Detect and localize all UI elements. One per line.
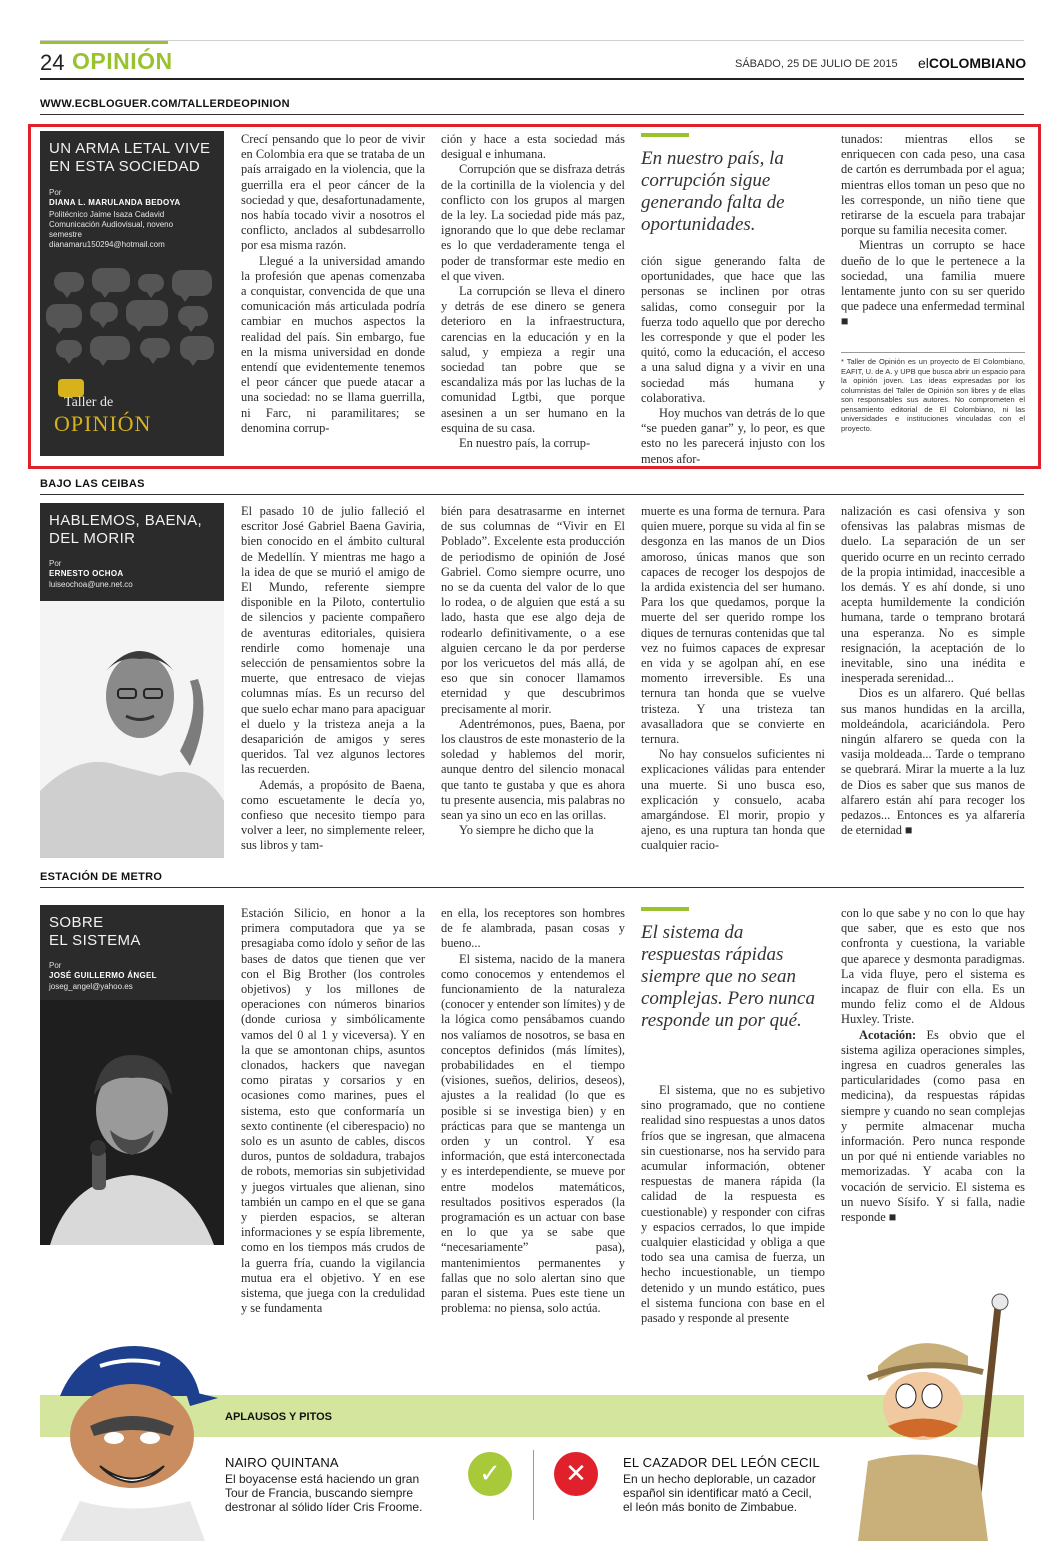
author-photo	[40, 1000, 224, 1245]
author-portrait-image	[40, 601, 224, 858]
article2-column-1	[241, 504, 425, 854]
article-headline	[49, 914, 141, 950]
paragraph: en ella, los receptores son hombres de fe alambrada, pasan cosas y bueno...	[441, 906, 625, 951]
paragraph: Mientras un corrupto se hace dueño de lo que le pertenece a la sociedad, una familia muere lentamente junto con su ser querido que padece una enfermedad terminal ■	[841, 238, 1025, 329]
author-email[interactable]: dianamaru150294@hotmail.com	[49, 240, 165, 249]
header-rule	[40, 78, 1024, 80]
aplausos-title: APLAUSOS Y PITOS	[225, 1411, 332, 1423]
aplauso-text	[225, 1472, 422, 1514]
pito-line: el león más bonito de Zimbabue.	[623, 1500, 798, 1514]
paragraph: El pasado 10 de julio falleció el escritor José Gabriel Baena Gaviria, bien conocido en el ámbito cultural de Medellín. Y mientras me hago a la idea de que se murió el amigo de El Mundo, referente siempre disponible en la Piloto, contertulio de silencios y paciente compañero de aventuras editoriales, quisiera rendirle como homenaje una selección de pensamientos sobre la muerte, que entresaco de viejas columnas mías. Es un recurso del que suelo echar mano para apaciguar el duelo y la tristeza aneja a la desaparición de amigos y seres queridos. Tal vez algunos lectores las recuerden.	[241, 504, 425, 777]
author-box	[40, 503, 224, 858]
aplauso-line: destronar al sólido líder Cris Froome.	[225, 1500, 423, 1514]
paragraph: Es obvio que el sistema agiliza operaciones simples, ingresa en cuadros generales las particularidades (como pasa en medicina), da respuestas rápidas siempre y cuando no sean complejas y permite almacenar mucha información. Pero nunca responde un por qué ni entiende variables no memorizadas. Y acaba con la vocación de servicio. El sistema es un nuevo Sísifo. Y si falla, nadie responde ■	[841, 1027, 1025, 1225]
caricature-nairo	[40, 1286, 220, 1541]
article-headline	[49, 512, 202, 548]
section-rule	[40, 887, 1024, 888]
paragraph: ción y hace a esta sociedad más desigual e inhumana.	[441, 132, 625, 162]
author-email[interactable]: luiseochoa@une.net.co	[49, 580, 133, 589]
article3-column-2	[441, 906, 625, 1316]
bajo-las-ceibas-label: BAJO LAS CEIBAS	[40, 478, 145, 490]
pito-text	[623, 1472, 816, 1514]
paragraph: Llegué a la universidad amando la profesión que apenas comenzaba a conquistar, convencida de que una comunicación más articulada podría cambiar en muchos aspectos la realidad del país. Sin embargo, fue en la misma universidad en donde entendí que evidentemente tenemos el peor cáncer que puede atacar a una sociedad: no se llama guerrilla, ni Farc, ni paramilitares; se denomina corrup-	[241, 253, 425, 435]
check-icon: ✓	[468, 1452, 512, 1496]
paragraph: En nuestro país, la corrup-	[459, 436, 591, 451]
headline-line-1: UN ARMA LETAL VIVE	[49, 140, 211, 157]
byline-por: Por	[49, 961, 62, 970]
paragraph: ción sigue generando falta de oportunidades, que hace que las personas se inclinen por otras salidas, como conseguir por la fuerza todo aquello que por derecho les corresponde y que el poder les quitó, como la educación, el acceso a una salud digna y a vivir en una sociedad más humana y colaborativa.	[641, 254, 825, 405]
author-box	[40, 905, 224, 1245]
cross-icon: ✕	[554, 1452, 598, 1496]
author-email[interactable]: joseg_angel@yahoo.es	[49, 982, 133, 991]
paragraph: Yo siempre he dicho que la	[459, 823, 594, 838]
paragraph: con lo que sabe y no con lo que hay que saber, que es esto que nos confronta y cuestiona, la variable que aparece y desmonta paradigmas. La vida fluye, pero el sistema es incapaz de fluir con ella. Es un mundo feliz como el de Aldous Huxley. Triste.	[841, 906, 1025, 1027]
pito-name: EL CAZADOR DEL LEÓN CECIL	[623, 1455, 820, 1470]
divider	[533, 1450, 534, 1520]
caricature-hunter	[848, 1286, 1028, 1541]
paragraph: Dios es un alfarero. Qué bellas sus manos hundidas en la arcilla, moldeándola, acariciándola. Pero ningún alfarero se queda con la vasija moldeada... Tarde o temprano se quebrará. Mirar la muerte a la luz de Dios es saber que sus manos de alfarero están ahí para recoger los pedazos... Entonces es ya alfarería de eternidad ■	[841, 686, 1025, 838]
paragraph: muerte es una forma de ternura. Para quien muere, porque su vida al fin se desgonza en las manos de un Dios amoroso, únicas manos que son capaces de recoger los despojos de la ardida existencia del ser humano. Para los que quedamos, porque la muerte del ser querido rompe los diques de ternuras contenidas que tal vez no fuimos capaces de expresar en vida y se agolpan ahí, en ese momento irreversible. Es una ternura tan honda que se vuelve tristeza. Y una tristeza tan avasalladora que se convierte en ternura.	[641, 504, 825, 747]
author-info-line: Comunicación Audiovisual, noveno	[49, 220, 174, 229]
author-info-line: Politécnico Jaime Isaza Cadavid	[49, 210, 165, 219]
paragraph: El sistema, que no es subjetivo sino programado, que no contiene realidad sino respuestas a unos datos fríos que se ingresan, que almacena sin cuestionarse, nos ha servido para acumular información, obtener respuestas de manera rápida (la calidad de la respuesta es cuestionable) y responder con cifras y espacios cerrados, lo que impide cualquier elasticidad y obliga a que todo sea una camisa de fuerza, un hecho incuestionable, un tiempo detenido y un mundo estático, pues el sistema funciona con base en el pasado y responde al presente	[641, 1083, 825, 1326]
headline-line-2: EL SISTEMA	[49, 932, 141, 949]
author-photo	[40, 601, 224, 858]
headline-line-2: EN ESTA SOCIEDAD	[49, 158, 201, 175]
paragraph: Crecí pensando que lo peor de vivir en Colombia era que se trataba de un país arraigado en la violencia, que la guerrilla era el peor cáncer de la sociedad y que, desafortunadamente, nos había tocado vivir a nosotros el conflicto, anclados al subdesarrollo por esa misma razón.	[241, 132, 425, 253]
brand-logo	[918, 55, 1026, 71]
article2-column-4	[841, 504, 1025, 838]
blog-url-label[interactable]: WWW.ECBLOGUER.COM/TALLERDEOPINION	[40, 98, 290, 110]
pull-quote: En nuestro país, la corrupción sigue generando falta de oportunidades.	[641, 148, 785, 235]
section-rule	[40, 114, 1024, 115]
paragraph: bién para desatrasarme en internet de sus columnas de “Vivir en El Poblado”. Excelente esta producción de periodismo de opinión de José Gabriel. Como siempre ocurre, uno no se da cuenta del valor de lo que lo rodea, o de alguien que está a su lado, hasta que ese algo deja de rodearlo definitivamente, o a ese alguien cercano le da por perderse por los vericuetos del más allá, de eso que sin conocer llamamos eternidad y que descubrimos precisamente al morir.	[441, 504, 625, 716]
brand-main: COLOMBIANO	[928, 55, 1027, 71]
page-number: 24	[40, 50, 65, 75]
paragraph: No hay consuelos suficientes ni explicaciones válidas para entender una muerte. Si uno busca eso, explicación y consuelo, acaba amargándose. El morir, propio y ajeno, es una ruptura tan honda que cualquier racio-	[641, 747, 825, 853]
paragraph: Corrupción que se disfraza detrás de la cortinilla de la violencia y del conflicto con los grupos al margen de la ley. La sociedad pide más paz, ignorando que lo que debe reclamar es lo que verdaderamente tenga el poder de transformar este medio en el que viven.	[441, 162, 625, 283]
pull-quote: El sistema da respuestas rápidas siempre que no sean complejas. Pero nunca responde un por qué.	[641, 922, 815, 1031]
paragraph: Además, a propósito de Baena, como escuetamente le decía yo, confieso que necesito tiempo para volver a leer, no simplemente releer, sus libros y tam-	[241, 777, 425, 853]
editorial-note: * Taller de Opinión es un proyecto de El Colombiano, EAFIT, U. de A. y UPB que busca abrir un espacio para la opinión joven. Las ideas expresadas por los columnistas del Taller de Opinión son libres y de ellas son responsables sus autores. No comprometen el pensamiento editorial de El Colombiano, ni las universidades e instituciones vinculadas con el proyecto.	[841, 357, 1025, 433]
paragraph: Estación Silicio, en honor a la primera computadora que ya se presagiaba como ídolo y señor de las bases de datos que tienen que ver con el Big Brother (los controles objetivos) y los millones de operaciones con números binarios (donde curiosa y simbólicamente vamos del 0 al 1 y viceversa). Y en la que se amontonan chips, asuntos clonados, hackers que navegan como piratas y corsarios y en ocasiones como marines, pues el sistema, esto que conformaría un sexto continente (el ciberespacio) no solo es un asunto de cables, discos duros, puntos de soldadura, trabajos de robots, memorias sin subjetividad y juegos virtuales que alienan, sino también un campo en el que se gana y pierden espacios, se alteran informaciones y se espía libremente, como en los tiempos más crudos de la guerra fría, cuando la vigilancia mutua era el objetivo. Y en ese sistema, que juega con la credulidad y se fundamenta	[241, 906, 425, 1316]
paragraph: tunados: mientras ellos se enriquecen con cada peso, una casa de cartón es derrumbada por el agua; mientras ellos toman un peso que no les corresponde, un niño tiene que retirarse de la escuela para trabajar porque su familia necesita comer.	[841, 132, 1025, 238]
pito-line: En un hecho deplorable, un cazador	[623, 1472, 816, 1486]
paragraph: nalización es casi ofensiva y son ofensivas las palabras mismas de duelo. La separación de un ser querido ocurre en un recinto cerrado de la propia intimidad, inaccesible a los demás. Y es ahí donde, si uno acepta humildemente la condición humana, tarde o temprano brotará una esperanza. No es simple resignación, la aceptación de lo inevitable, sino una inédita e inesperada serenidad...	[841, 504, 1025, 686]
article3-column-3	[641, 1083, 825, 1326]
section-title: OPINIÓN	[72, 48, 173, 74]
logo-line-2: OPINIÓN	[54, 411, 152, 436]
logo-line-1: Taller de	[64, 395, 114, 410]
estacion-de-metro-label: ESTACIÓN DE METRO	[40, 871, 163, 883]
aplauso-line: Tour de Francia, buscando siempre	[225, 1486, 414, 1500]
highlight-frame	[28, 124, 1041, 469]
byline-por: Por	[49, 188, 62, 197]
headline-line-1: SOBRE	[49, 914, 104, 931]
section-rule	[40, 494, 1024, 495]
headline-line-2: DEL MORIR	[49, 530, 136, 547]
aplauso-line: El boyacense está haciendo un gran	[225, 1472, 420, 1486]
author-name: ERNESTO OCHOA	[49, 569, 124, 578]
acotacion-label: Acotación:	[859, 1027, 917, 1042]
author-name: JOSÉ GUILLERMO ÁNGEL	[49, 971, 157, 980]
aplauso-name: NAIRO QUINTANA	[225, 1455, 339, 1470]
byline-por: Por	[49, 559, 62, 568]
paragraph: Adentrémonos, pues, Baena, por los claustros de este monasterio de la soledad y hablemos del morir, aunque dentro del silencio monacal que tanto te gustaba y que es ahora tu presente ausencia, mis palabras no sean ya sino un eco en las orillas.	[441, 716, 625, 823]
article2-column-3	[641, 504, 825, 854]
dateline: SÁBADO, 25 DE JULIO DE 2015	[735, 58, 898, 70]
paragraph: El sistema, nacido de la manera como conocemos y entendemos el funcionamiento de la naturaleza (conocer y entender son límites) y de la lógica como pensábamos cuando nos valíamos de nosotros, se basa en conceptos definidos (más límites), probabilidades en el tiempo (visiones, sueños, delirios, deseos), ajustes a la realidad (lo que es posible si se investiga bien) y en prácticas para que se mantenga un orden y un control. Y esa información, que está interconectada y es interdependiente, se mueve por entre modelos matemáticos, resultados positivos esperados (la programación es un actuar con base en lo que ya se sabe que “necesariamente” pasa), mantenimientos permanentes y fallas que no solo alertan sino que paran el sistema. Pues este tiene un problema: no piensa, solo actúa.	[441, 951, 625, 1316]
brand-prefix: el	[918, 55, 929, 71]
paragraph: Hoy muchos van detrás de lo que “se pueden ganar” y, lo peor, es que esto no les parecerá injusto con los menos afor-	[641, 406, 825, 466]
pullquote-accent	[641, 907, 689, 911]
headline-line-1: HABLEMOS, BAENA,	[49, 512, 203, 529]
article2-column-2	[441, 504, 625, 838]
top-rule	[40, 40, 1024, 41]
author-portrait-image	[40, 1000, 224, 1245]
paragraph: La corrupción se lleva el dinero y detrás de ese dinero se genera deterioro en la infraestructura, carencias en la educación y en la salud, y empieza a regir una sociedad tan pobre que se escandaliza más por las luchas de la comunidad Lgtbi, que porque asesinen a un ser humano en la esquina de su casa.	[441, 284, 625, 435]
article3-column-1	[241, 906, 425, 1316]
author-name: DIANA L. MARULANDA BEDOYA	[49, 198, 181, 207]
article3-column-4	[841, 906, 1025, 1225]
pito-line: español sin identificar mató a Cecil,	[623, 1486, 812, 1500]
author-info-line: semestre	[49, 230, 82, 239]
